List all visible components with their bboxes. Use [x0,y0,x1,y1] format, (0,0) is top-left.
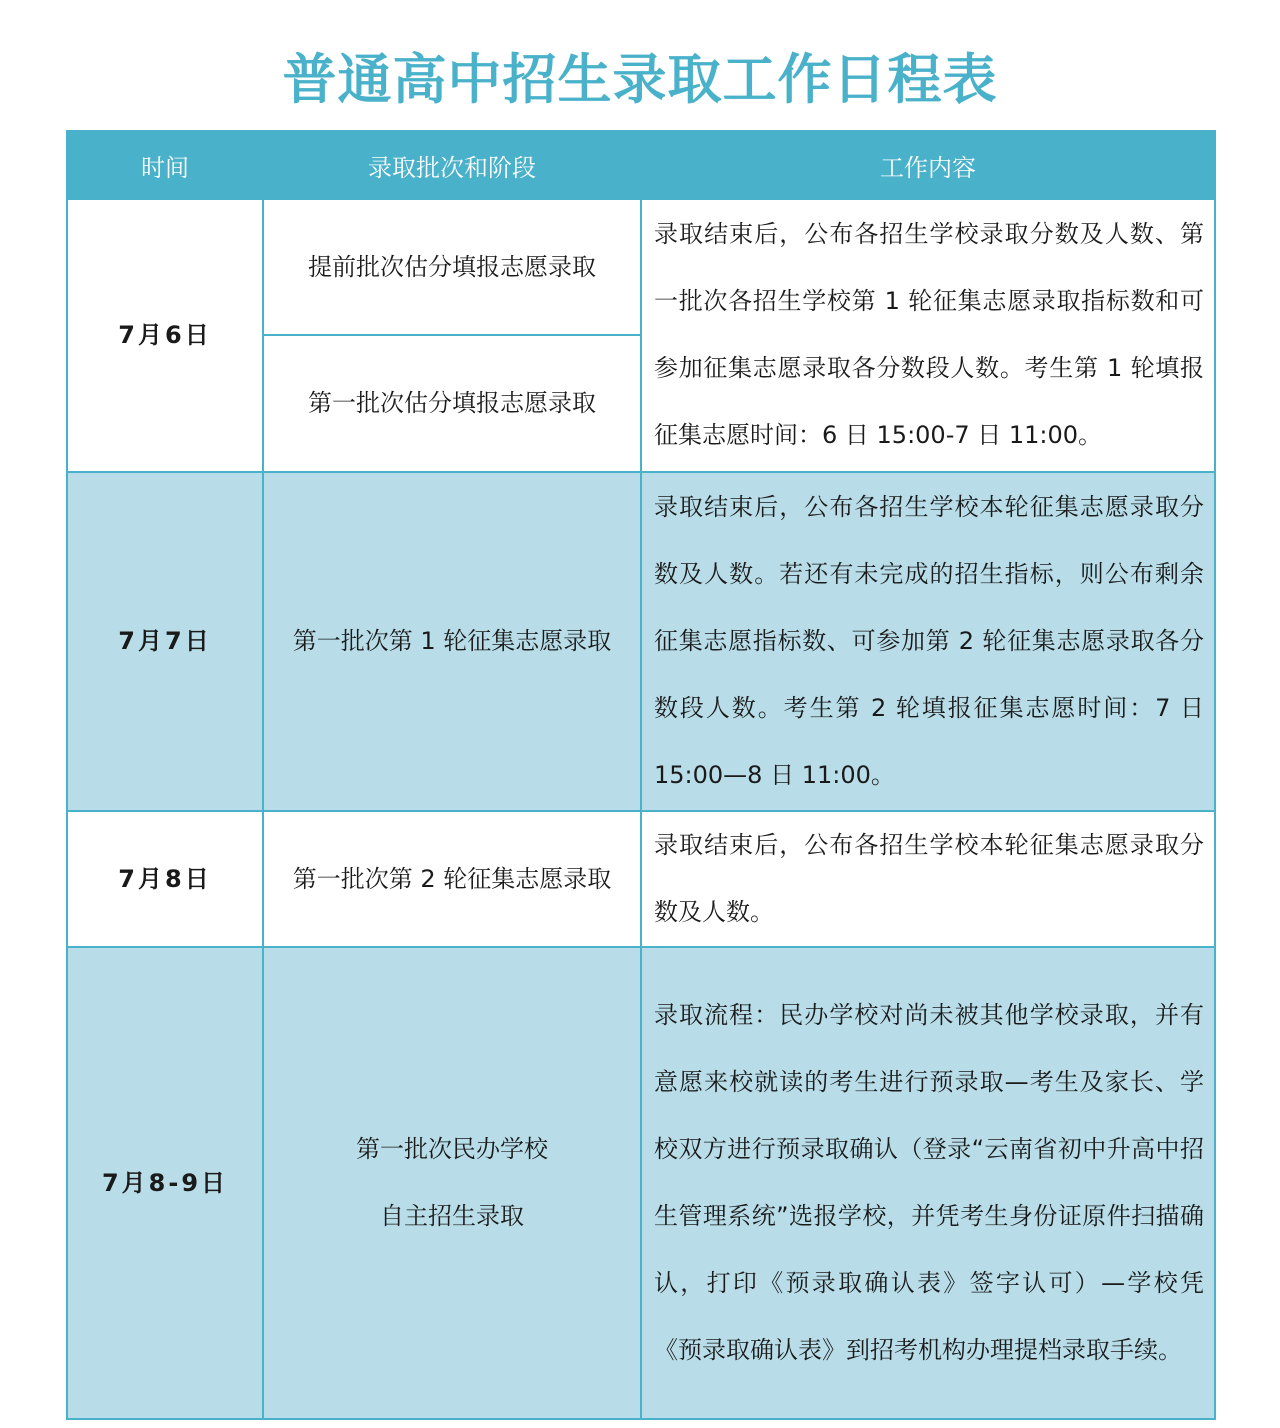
content-cell: 录取结束后，公布各招生学校本轮征集志愿录取分数及人数。若还有未完成的招生指标，则公布剩余征集志愿指标数、可参加第 2 轮征集志愿录取各分数段人数。考生第 2 轮填报征集志愿时间：7 日 15:00—8 日 11:00。 [641,472,1215,811]
stage-cell: 提前批次估分填报志愿录取 [263,199,641,335]
content-cell: 录取结束后，公布各招生学校本轮征集志愿录取分数及人数。 [641,811,1215,947]
table-row [67,199,1215,335]
date-cell: 7月8日 [67,811,263,947]
page-title: 普通高中招生录取工作日程表 [282,48,998,111]
content-cell: 录取结束后，公布各招生学校录取分数及人数、第一批次各招生学校第 1 轮征集志愿录取指标数和可参加征集志愿录取各分数段人数。考生第 1 轮填报征集志愿时间：6 日 15:00-7 日 11:00。 [641,199,1215,472]
header-stage: 录取批次和阶段 [263,131,641,199]
stage-cell: 第一批次第 2 轮征集志愿录取 [263,811,641,947]
date-cell: 7月7日 [67,472,263,811]
stage-line: 第一批次民办学校 [356,1135,548,1164]
table-row [67,472,1215,811]
header-time: 时间 [67,131,263,199]
date-cell: 7月8-9日 [67,947,263,1419]
schedule-table [66,130,1216,1420]
table-header-row [67,131,1215,199]
date-cell: 7月6日 [67,199,263,472]
content-cell: 录取流程：民办学校对尚未被其他学校录取，并有意愿来校就读的考生进行预录取—考生及家长、学校双方进行预录取确认（登录“云南省初中升高中招生管理系统”选报学校，并凭考生身份证原件扫描确认，打印《预录取确认表》签字认可）—学校凭《预录取确认表》到招考机构办理提档录取手续。 [641,947,1215,1419]
stage-cell: 第一批次第 1 轮征集志愿录取 [263,472,641,811]
stage-line: 自主招生录取 [380,1202,524,1231]
table-row [67,811,1215,947]
header-content: 工作内容 [641,131,1215,199]
table-row [67,947,1215,1419]
stage-cell [263,947,641,1419]
stage-cell: 第一批次估分填报志愿录取 [263,335,641,471]
